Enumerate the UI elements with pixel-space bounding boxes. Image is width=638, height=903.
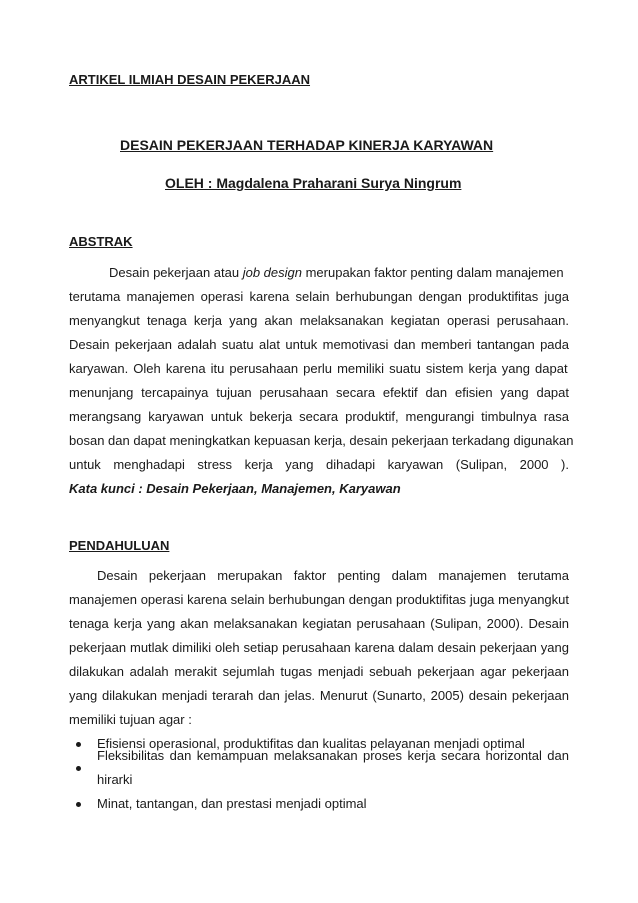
introduction-line: manajemen operasi karena selain berhubungan dengan produktifitas juga menyangkut <box>69 592 569 607</box>
bullet-item-continued: hirarki <box>97 772 133 787</box>
article-title: DESAIN PEKERJAAN TERHADAP KINERJA KARYAWAN <box>120 137 494 153</box>
bullet-icon <box>76 802 81 807</box>
abstract-line <box>109 265 564 281</box>
bullet-item: Fleksibilitas dan kemampuan melaksanakan proses kerja secara horizontal dan <box>97 748 569 763</box>
abstract-text: merupakan faktor penting dalam manajemen <box>301 265 564 280</box>
introduction-line: dilakukan adalah merakit sejumlah tugas menjadi sebuah pekerjaan agar pekerjaan <box>69 664 569 679</box>
abstract-line: merangsang karyawan untuk bekerja secara produktif, mengurangi timbulnya rasa <box>69 409 569 424</box>
introduction-line: Desain pekerjaan merupakan faktor penting dalam manajemen terutama <box>97 568 569 583</box>
abstract-heading: ABSTRAK <box>69 234 133 249</box>
introduction-line: yang dilakukan menjadi terarah dan jelas. Menurut (Sunarto, 2005) desain pekerjaan <box>69 688 569 703</box>
introduction-line: pekerjaan mutlak dimiliki oleh setiap perusahaan karena dalam desain pekerjaan yang <box>69 640 569 655</box>
abstract-line: menyangkut tenaga kerja yang akan melaksanakan kegiatan operasi perusahaan. <box>69 313 569 328</box>
introduction-heading: PENDAHULUAN <box>69 538 170 553</box>
bullet-icon <box>76 742 81 747</box>
abstract-line: untuk menghadapi stress kerja yang dihadapi karyawan (Sulipan, 2000 ). <box>69 457 569 472</box>
abstract-line: terutama manajemen operasi karena selain berhubungan dengan produktifitas juga <box>69 289 569 304</box>
bullet-item: Minat, tantangan, dan prestasi menjadi optimal <box>97 796 367 811</box>
abstract-line: karyawan. Oleh karena itu perusahaan perlu memiliki suatu sistem kerja yang dapat <box>69 361 568 376</box>
abstract-text: Desain pekerjaan atau <box>109 265 243 280</box>
bullet-icon <box>76 766 81 771</box>
introduction-line: tenaga kerja yang akan melaksanakan kegiatan perusahaan (Sulipan, 2000). Desain <box>69 616 569 631</box>
abstract-line: menunjang tercapainya tujuan perusahaan secara efektif dan efisien yang dapat <box>69 385 569 400</box>
introduction-line: memiliki tujuan agar : <box>69 712 192 727</box>
bullet-item: Efisiensi operasional, produktifitas dan kualitas pelayanan menjadi optimal <box>97 736 525 751</box>
keywords: Kata kunci : Desain Pekerjaan, Manajemen, Karyawan <box>69 481 401 496</box>
article-author: OLEH : Magdalena Praharani Surya Ningrum <box>165 175 462 191</box>
abstract-line: Desain pekerjaan adalah suatu alat untuk memotivasi dan memberi tantangan pada <box>69 337 569 352</box>
abstract-emphasis: job design <box>242 265 302 280</box>
abstract-line: bosan dan dapat meningkatkan kepuasan kerja, desain pekerjaan terkadang digunakan <box>69 433 574 448</box>
document-top-label: ARTIKEL ILMIAH DESAIN PEKERJAAN <box>69 72 311 87</box>
